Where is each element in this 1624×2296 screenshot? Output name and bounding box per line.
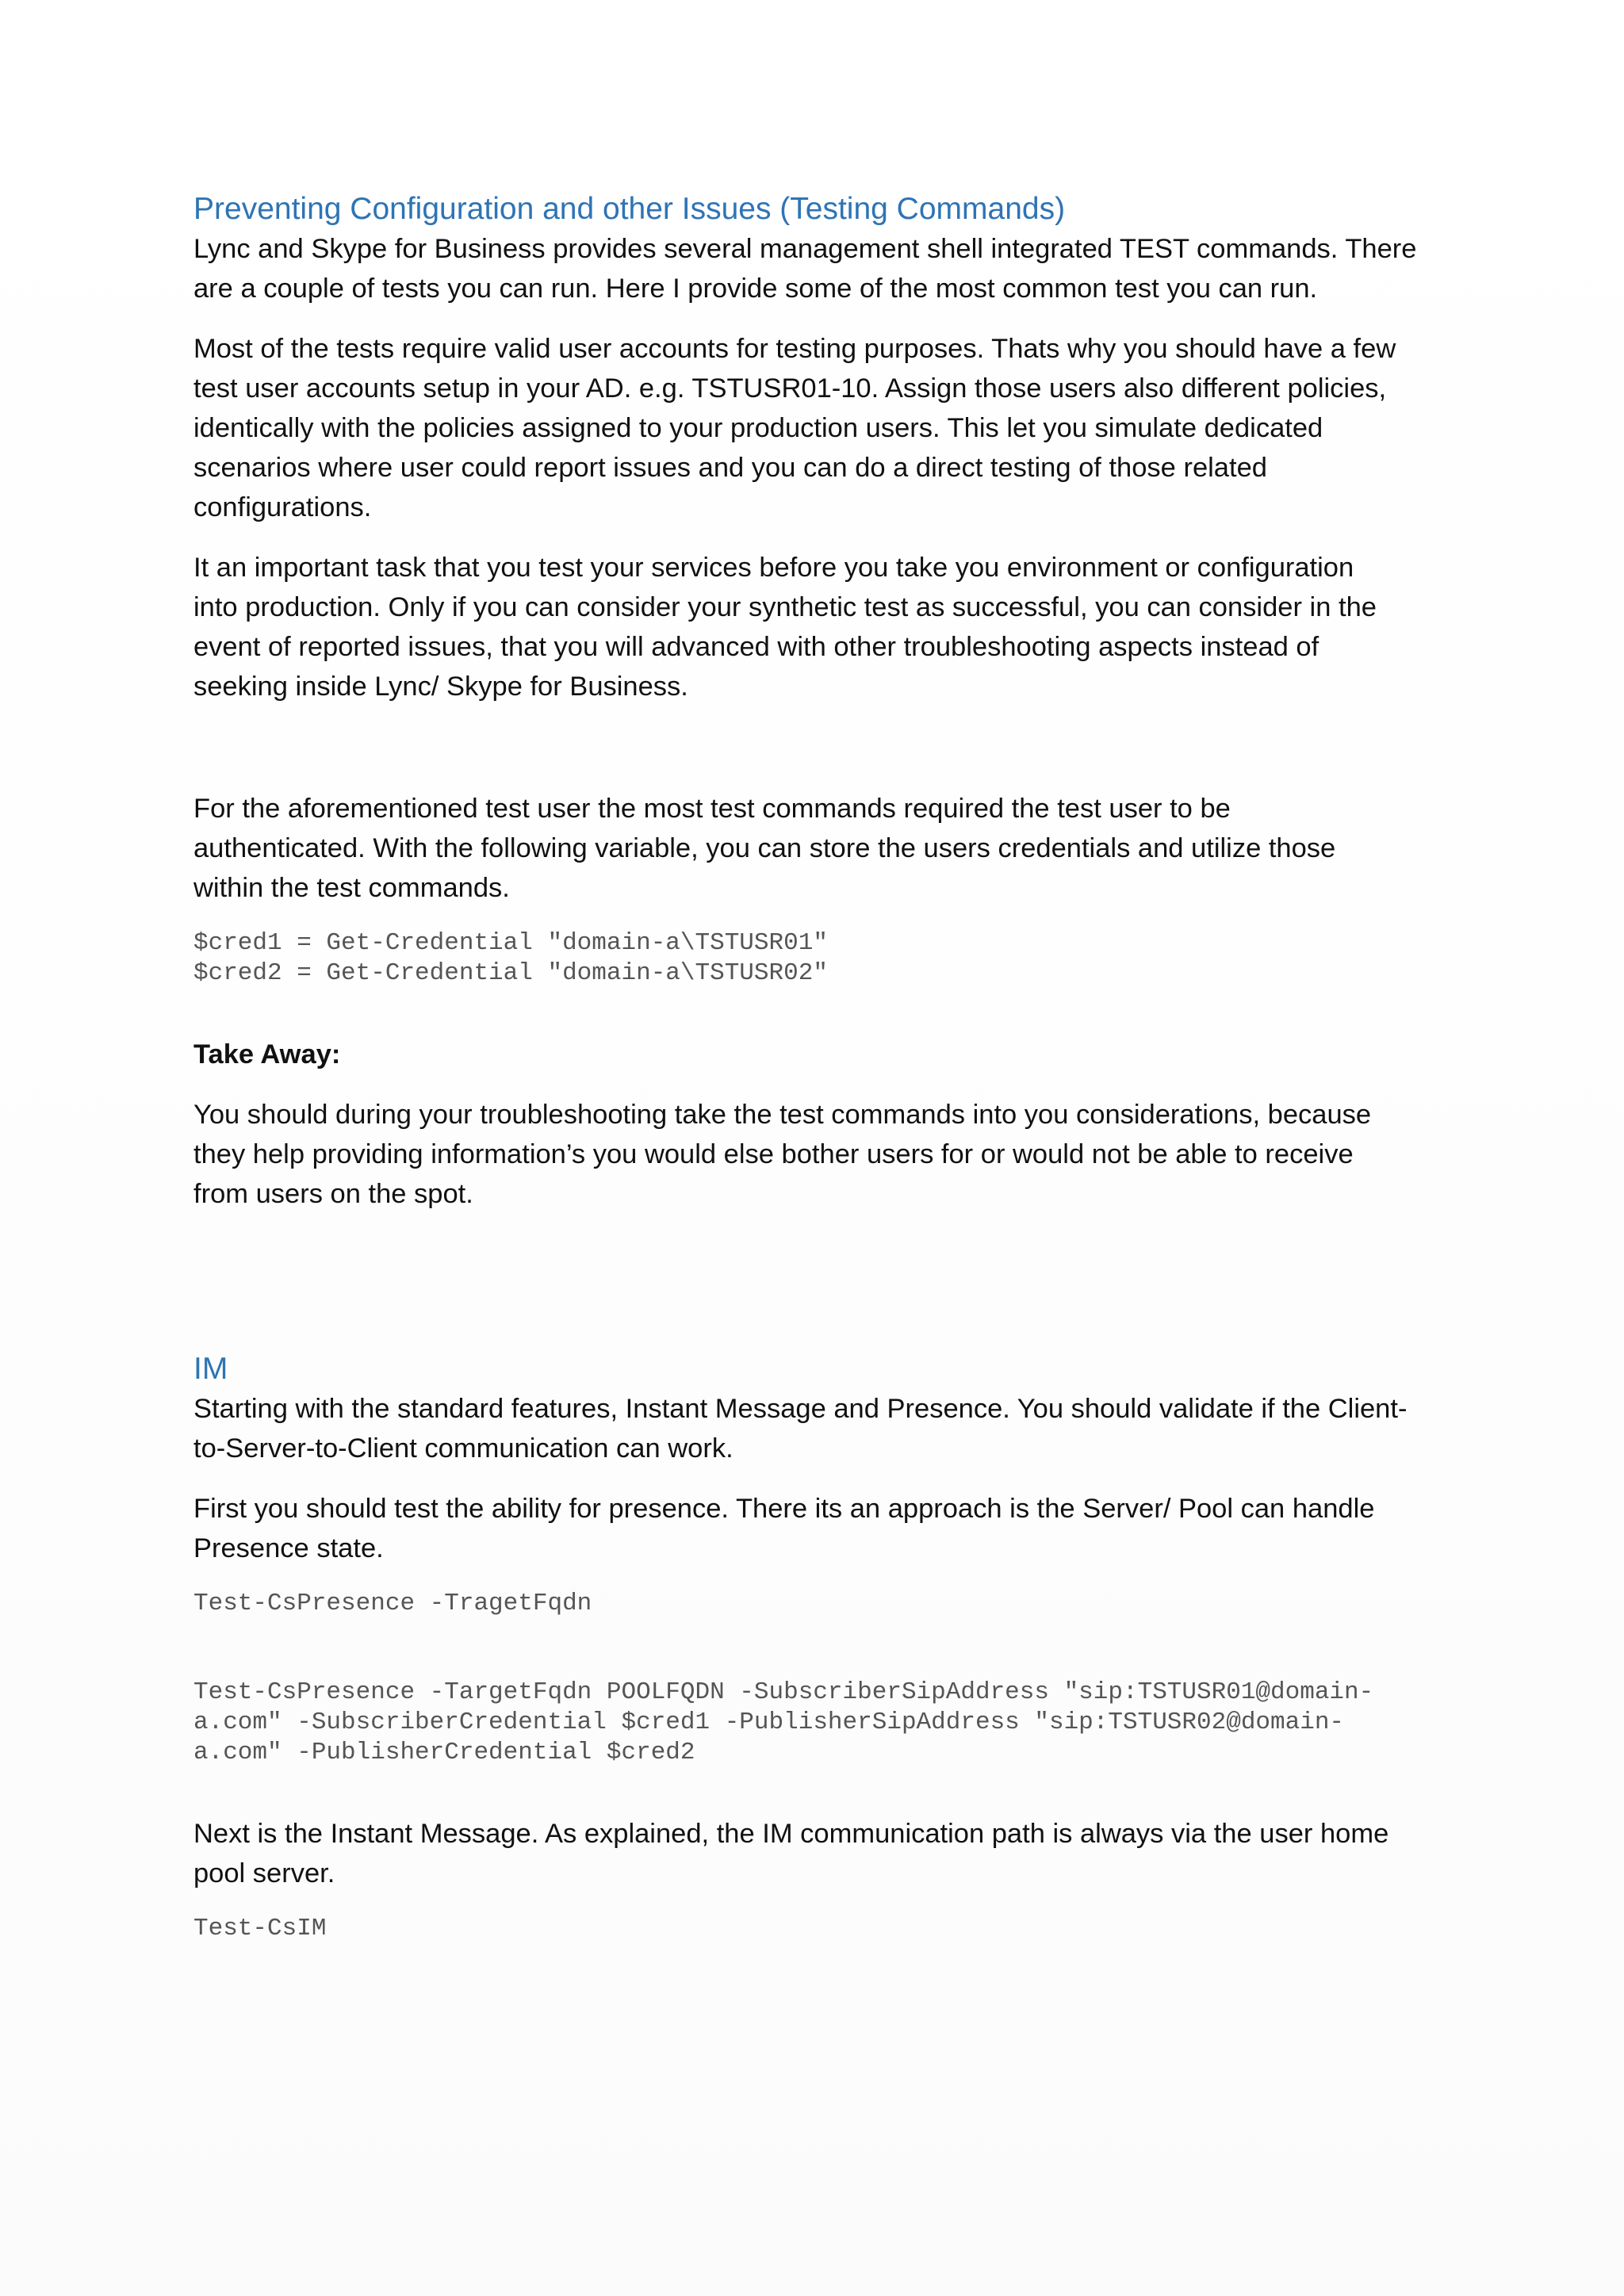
text-line: authenticated. With the following variable, you can store the users credentials and utilize those — [193, 832, 1336, 863]
text-line: It an important task that you test your services before you take you environment or configuration — [193, 552, 1354, 583]
code-line: $cred2 = Get-Credential "domain-a\TSTUSR02" — [193, 959, 828, 987]
code-block-presence-short — [193, 1589, 1431, 1619]
text-line: First you should test the ability for presence. There its an approach is the Server/ Pool can handle — [193, 1493, 1375, 1524]
paragraph-important-task — [193, 548, 1431, 706]
code-block-im — [193, 1914, 1431, 1944]
code-line: Test-CsIM — [193, 1914, 327, 1942]
paragraph-test-accounts — [193, 329, 1431, 527]
text-line: seeking inside Lync/ Skype for Business. — [193, 671, 688, 702]
text-line: Presence state. — [193, 1533, 384, 1563]
paragraph-credentials — [193, 789, 1431, 908]
text-line: are a couple of tests you can run. Here I provide some of the most common test you can run. — [193, 273, 1318, 304]
text-line: For the aforementioned test user the most test commands required the test user to be — [193, 793, 1231, 824]
paragraph-instant-message — [193, 1814, 1431, 1893]
text-line: configurations. — [193, 492, 372, 522]
text-line: Starting with the standard features, Instant Message and Presence. You should validate if the Client- — [193, 1393, 1408, 1424]
code-line: a.com" -PublisherCredential $cred2 — [193, 1738, 695, 1766]
text-line: they help providing information’s you would else bother users for or would not be able to receive — [193, 1138, 1354, 1169]
paragraph-im-intro — [193, 1389, 1431, 1468]
text-line: Next is the Instant Message. As explained, the IM communication path is always via the user home — [193, 1818, 1389, 1849]
code-line: Test-CsPresence -TargetFqdn POOLFQDN -SubscriberSipAddress "sip:TSTUSR01@domain- — [193, 1678, 1374, 1706]
code-line: a.com" -SubscriberCredential $cred1 -PublisherSipAddress "sip:TSTUSR02@domain- — [193, 1708, 1345, 1736]
text-line: to-Server-to-Client communication can work. — [193, 1433, 733, 1464]
paragraph-intro — [193, 229, 1431, 308]
code-line: $cred1 = Get-Credential "domain-a\TSTUSR01" — [193, 928, 828, 957]
text-line: scenarios where user could report issues and you can do a direct testing of those related — [193, 452, 1267, 483]
text-line: test user accounts setup in your AD. e.g. TSTUSR01-10. Assign those users also different policies, — [193, 373, 1387, 404]
text-line: within the test commands. — [193, 872, 510, 903]
section-heading-testing-commands: Preventing Configuration and other Issues (Testing Commands) — [193, 192, 1066, 226]
paragraph-takeaway — [193, 1095, 1431, 1214]
text-line: Lync and Skype for Business provides several management shell integrated TEST commands. There — [193, 233, 1417, 264]
text-line: pool server. — [193, 1858, 335, 1888]
text-line: from users on the spot. — [193, 1178, 473, 1209]
text-line: event of reported issues, that you will advanced with other troubleshooting aspects instead of — [193, 631, 1320, 662]
text-line: Most of the tests require valid user accounts for testing purposes. Thats why you should have a few — [193, 333, 1396, 364]
section-heading-im: IM — [193, 1351, 228, 1386]
code-block-presence-full — [193, 1678, 1431, 1768]
text-line: You should during your troubleshooting take the test commands into you considerations, because — [193, 1099, 1372, 1130]
paragraph-presence — [193, 1489, 1431, 1568]
text-line: into production. Only if you can consider your synthetic test as successful, you can consider in the — [193, 591, 1377, 622]
document-content — [193, 190, 1431, 1965]
takeaway-label: Take Away: — [193, 1039, 341, 1070]
code-block-credentials — [193, 928, 1431, 989]
code-line: Test-CsPresence -TragetFqdn — [193, 1589, 592, 1617]
text-line: identically with the policies assigned to your production users. This let you simulate dedicated — [193, 412, 1323, 443]
